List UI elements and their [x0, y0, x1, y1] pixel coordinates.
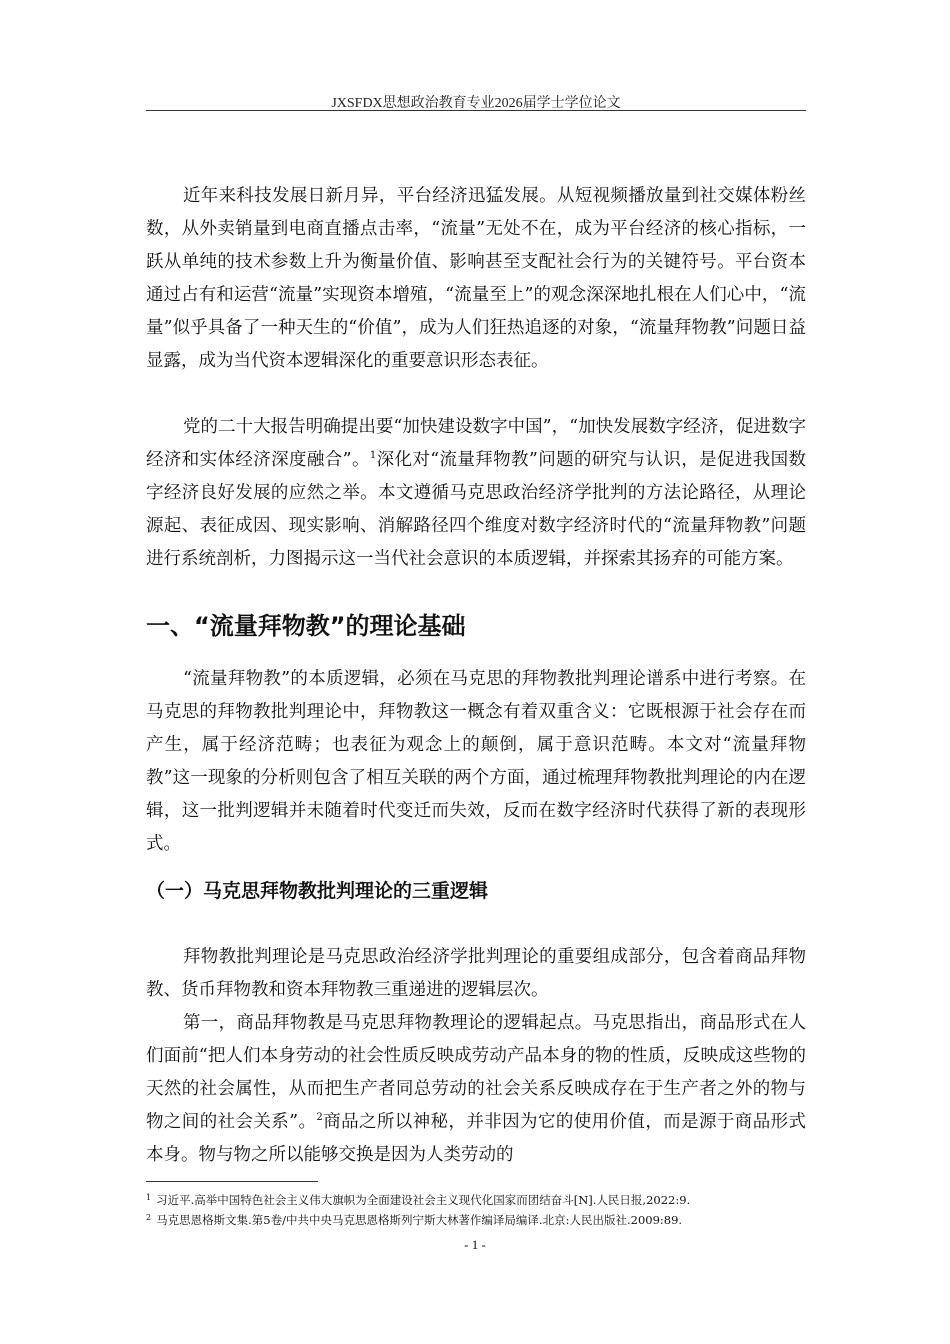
header-rule [146, 110, 806, 111]
section-heading-1: 一、“流量拜物教”的理论基础 [146, 612, 466, 640]
intro-paragraph-1: 近年来科技发展日新月异，平台经济迅猛发展。从短视频播放量到社交媒体粉丝数，从外卖销量到电商直播点击率，“流量”无处不在，成为平台经济的核心指标，一跃从单纯的技术参数上升为衡量价值、影响甚至支配社会行为的关键符号。平台资本通过占有和运营“流量”实现资本增殖，“流量至上”的观念深深地扎根在人们心中，“流量”似乎具备了一种天生的“价值”，成为人们狂热追逐的对象，“流量拜物教”问题日益显露，成为当代资本逻辑深化的重要意识形态表征。 [146, 186, 806, 371]
footnote-2-number: 2 [146, 1213, 152, 1222]
footnote-1-text: 习近平.高举中国特色社会主义伟大旗帜为全面建设社会主义现代化国家而团结奋斗[N].人民日报,2022:9. [156, 1193, 691, 1207]
subsection1-paragraph-2 [146, 1007, 806, 1172]
footnote-ref-1: 1 [369, 450, 377, 461]
section1-paragraph-1: “流量拜物教”的本质逻辑，必须在马克思的拜物教批判理论谱系中进行考察。在马克思的拜物教批判理论中，拜物教这一概念有着双重含义：它既根源于社会存在而产生，属于经济范畴；也表征为观念上的颠倒，属于意识范畴。本文对“流量拜物教”这一现象的分析则包含了相互关联的两个方面，通过梳理拜物教批判理论的内在逻辑，这一批判逻辑并未随着时代变迁而失效，反而在数字经济时代获得了新的表现形式。 [146, 669, 806, 854]
footnote-ref-2: 2 [316, 1112, 323, 1123]
intro-paragraph-2-text-b: 深化对“流量拜物教”问题的研究与认识，是促进我国数字经济良好发展的应然之举。本文遵循马克思政治经济学批判的方法论路径，从理论源起、表征成因、现实影响、消解路径四个维度对数字经济时代的“流量拜物教”问题进行系统剖析，力图揭示这一当代社会意识的本质逻辑，并探索其扬弃的可能方案。 [146, 450, 806, 569]
footnote-2-text: 马克思恩格斯文集.第5卷/中共中央马克思恩格斯列宁斯大林著作编译局编译.北京:人民出版社.2009:89. [156, 1213, 683, 1227]
intro-paragraph-2-text-a: 党的二十大报告明确提出要“加快建设数字中国”，“加快发展数字经济，促进数字经济和实体经济深度融合”。 [146, 417, 806, 470]
page-number: - 1 - [464, 1237, 486, 1252]
footnotes [146, 1190, 826, 1230]
footnote-separator [146, 1181, 318, 1182]
footnote-1-number: 1 [146, 1193, 152, 1202]
subsection-heading-1: （一）马克思拜物教批判理论的三重逻辑 [146, 880, 489, 902]
footnote-2 [146, 1210, 826, 1230]
subsection1-paragraph-1: 拜物教批判理论是马克思政治经济学批判理论的重要组成部分，包含着商品拜物教、货币拜物教和资本拜物教三重递进的逻辑层次。 [146, 947, 806, 1000]
running-header: JXSFDX思想政治教育专业2026届学士学位论文 [331, 96, 621, 111]
footnote-1 [146, 1190, 826, 1210]
subsection1-paragraph-2-text-a: 第一，商品拜物教是马克思拜物教理论的逻辑起点。马克思指出，商品形式在人们面前“把人们本身劳动的社会性质反映成劳动产品本身的物的性质，反映成这些物的天然的社会属性，从而把生产者同总劳动的社会关系反映成存在于生产者之外的物与物之间的社会关系”。 [146, 1013, 806, 1132]
subsection1-paragraph-2-text-b: 商品之所以神秘，并非因为它的使用价值，而是源于商品形式本身。物与物之所以能够交换是因为人类劳动的 [146, 1112, 807, 1165]
intro-paragraph-2 [146, 411, 806, 576]
